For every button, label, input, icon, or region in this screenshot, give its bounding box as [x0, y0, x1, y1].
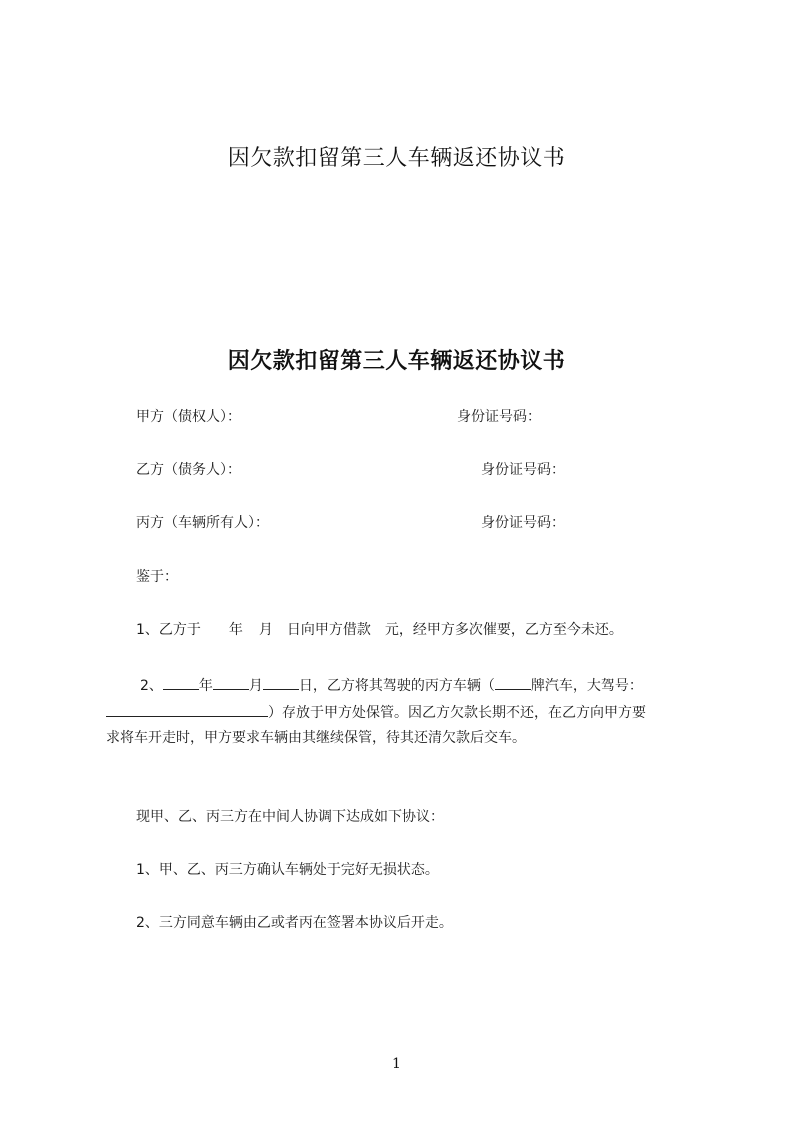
clause-1: 1、甲、乙、丙三方确认车辆处于完好无损状态。 [136, 862, 439, 878]
recital-1-prefix: 1、乙方于 [136, 622, 201, 638]
recital-2-day-text: 日，乙方将其驾驶的丙方车辆（ [298, 678, 495, 694]
day-blank [263, 674, 299, 690]
document-title: 因欠款扣留第三人车辆返还协议书 [227, 349, 566, 374]
party-b-label: 乙方（债务人）： [136, 462, 241, 478]
party-c-label: 丙方（车辆所有人）： [136, 515, 269, 531]
recital-1-month: 月 [258, 622, 273, 638]
party-c-id-label: 身份证号码： [481, 515, 565, 531]
party-a-label: 甲方（债权人）： [136, 409, 241, 425]
recital-2-year: 年 [198, 678, 213, 694]
recital-2-line-2 [106, 701, 646, 723]
recital-2-month: 月 [248, 678, 263, 694]
whereas-label: 鉴于： [136, 569, 178, 585]
recital-2-brand-text: 牌汽车，大驾号： [530, 678, 643, 694]
recital-2-prefix: 2、 [140, 678, 163, 694]
year-blank [163, 674, 199, 690]
recital-1-day-text: 日向甲方借款 [286, 622, 371, 638]
license-number-blank [106, 701, 268, 717]
agreement-intro: 现甲、乙、丙三方在中间人协调下达成如下协议： [136, 809, 444, 825]
page-number: 1 [392, 1056, 401, 1072]
party-a-id-label: 身份证号码： [457, 409, 541, 425]
recital-1-suffix: 元，经甲方多次催要，乙方至今未还。 [384, 622, 623, 638]
month-blank [213, 674, 249, 690]
recital-1 [136, 620, 623, 640]
recital-2-line-2-text: ）存放于甲方处保管。因乙方欠款长期不还，在乙方向甲方要 [268, 705, 646, 721]
recital-1-year: 年 [228, 622, 243, 638]
clause-2: 2、三方同意车辆由乙或者丙在签署本协议后开走。 [136, 915, 453, 931]
recital-2-line-3: 求将车开走时，甲方要求车辆由其继续保管，待其还清欠款后交车。 [106, 730, 526, 746]
party-b-id-label: 身份证号码： [481, 462, 565, 478]
cover-title: 因欠款扣留第三人车辆返还协议书 [227, 146, 566, 171]
recital-2-line-1 [140, 674, 643, 696]
brand-blank [495, 674, 531, 690]
